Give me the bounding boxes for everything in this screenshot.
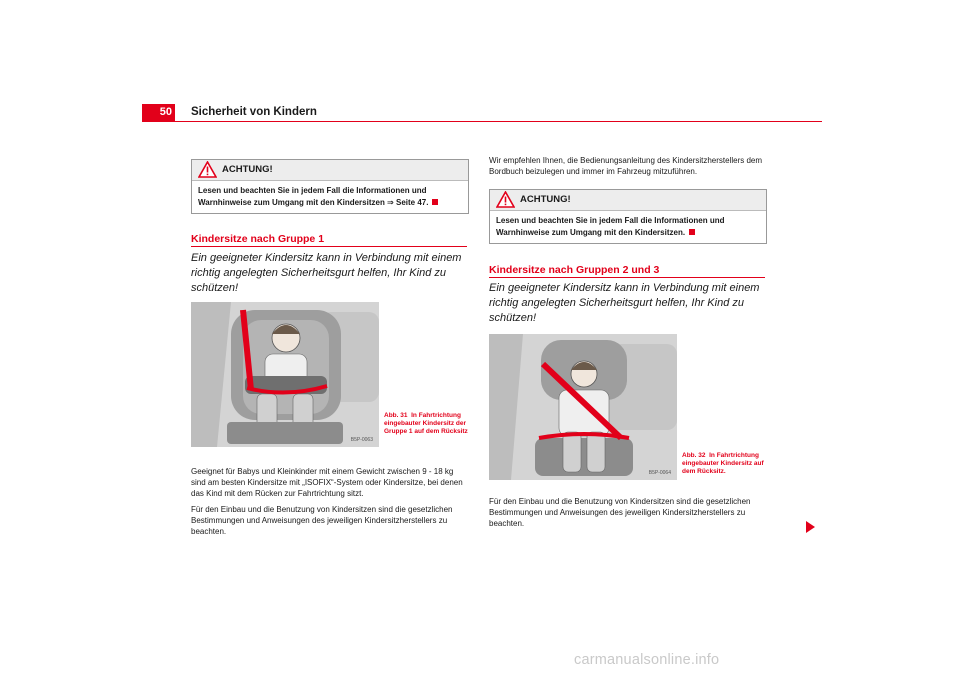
section-rule <box>489 277 765 278</box>
figure-caption-32: Abb. 32 In Fahrtrichtung eingebauter Kindersitz auf dem Rücksitz. <box>682 452 764 475</box>
warning-text: Lesen und beachten Sie in jedem Fall die Informationen und Warnhinweise zum Umgang mit den Kindersitzen ⇒ Seite 47. <box>192 181 468 213</box>
warning-box-right <box>489 189 767 244</box>
page-number: 50 <box>159 106 172 118</box>
warning-title: ACHTUNG! <box>520 194 571 205</box>
end-marker-icon <box>432 199 438 205</box>
paragraph-regulations-right: Für den Einbau und die Benutzung von Kindersitzen sind die gesetzlichen Bestimmungen und Anweisungen des jeweiligen Kindersitzherstellers zu beachten. <box>489 497 751 528</box>
page-header-title: Sicherheit von Kindern <box>191 106 317 118</box>
section-rule <box>191 246 467 247</box>
figure-code: B5P-0063 <box>350 437 373 443</box>
end-marker-icon <box>689 229 695 235</box>
paragraph-regulations-left: Für den Einbau und die Benutzung von Kindersitzen sind die gesetzlichen Bestimmungen und Anweisungen des jeweiligen Kindersitzherstellers zu beachten. <box>191 505 453 536</box>
warning-title: ACHTUNG! <box>222 164 273 175</box>
warning-triangle-icon <box>198 161 217 183</box>
section-title-group23: Kindersitze nach Gruppen 2 und 3 <box>489 264 660 276</box>
warning-header <box>192 160 468 181</box>
warning-box-left <box>191 159 469 214</box>
figure-child-seat-group1 <box>191 302 379 447</box>
paragraph-weight: Geeignet für Babys und Kleinkinder mit einem Gewicht zwischen 9 - 18 kg sind am besten Kindersitze mit „ISOFIX“-System oder Kindersitze, bei denen das Kind mit dem Rücken zur Fahrtrichtung sitzt. <box>191 467 463 498</box>
figure-code: B5P-0064 <box>648 470 671 476</box>
warning-triangle-icon <box>496 191 515 213</box>
warning-text: Lesen und beachten Sie in jedem Fall die Informationen und Warnhinweise zum Umgang mit den Kindersitzen. <box>496 216 725 237</box>
child-seat-illustration <box>191 302 379 447</box>
watermark: carmanualsonline.info <box>574 652 720 668</box>
section-lead-group1: Ein geeigneter Kindersitz kann in Verbindung mit einem richtig angelegten Sicherheitsgurt helfen, Ihr Kind zu schützen! <box>191 252 462 294</box>
header-rule <box>142 121 822 122</box>
section-title-group1: Kindersitze nach Gruppe 1 <box>191 233 325 245</box>
figure-caption-31: Abb. 31 In Fahrtrichtung eingebauter Kindersitz der Gruppe 1 auf dem Rücksitz <box>384 412 468 435</box>
warning-header <box>490 190 766 211</box>
section-lead-group23: Ein geeigneter Kindersitz kann in Verbindung mit einem richtig angelegten Sicherheitsgurt helfen, Ihr Kind zu schützen! <box>489 282 760 324</box>
paragraph-manual-intro: Wir empfehlen Ihnen, die Bedienungsanleitung des Kindersitzherstellers dem Bordbuch beizulegen und immer im Fahrzeug mitzuführen. <box>489 156 763 176</box>
figure-child-seat-group23 <box>489 334 677 480</box>
booster-seat-illustration <box>489 334 677 480</box>
next-page-arrow-icon[interactable] <box>806 521 815 533</box>
